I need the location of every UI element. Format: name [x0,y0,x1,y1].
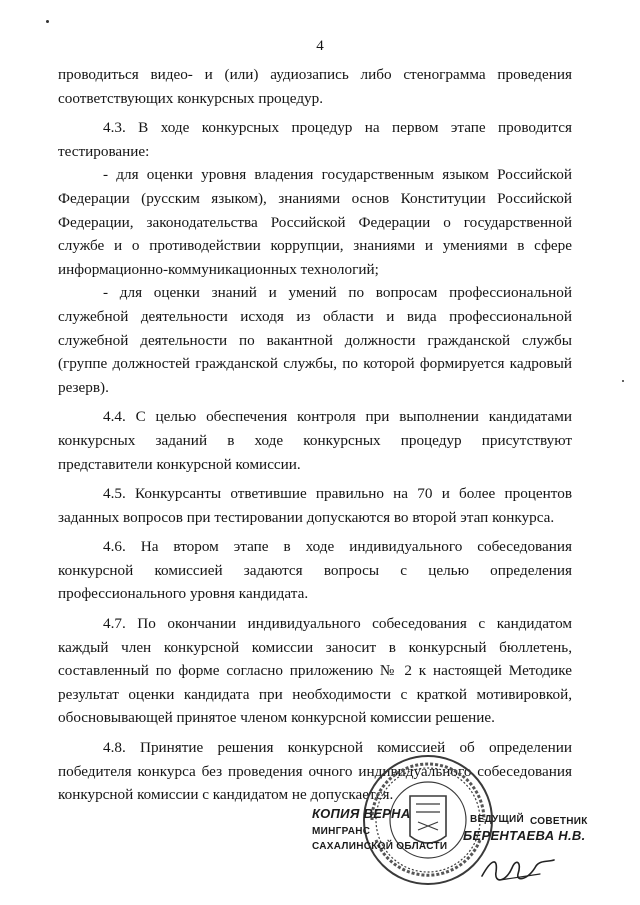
paragraph-4-8: 4.8. Принятие решения конкурсной комиссией об определении победителя конкурса без проведения очного индивидуального собеседования конкурсной комиссии с кандидатом не допускается. [58,739,572,804]
position-advisor-label: СОВЕТНИК [530,816,588,827]
certification-stamp [300,760,630,900]
paragraph-4-7: 4.7. По окончании индивидуального собеседования с кандидатом каждый член конкурсной комиссии заносит в конкурсный бюллетень, составленный по форме согласно приложению № 2 к настоящей Методике результат оценки кандидата при необходимости с краткой мотивировкой, обосновывающей принятое членом конкурсной комиссии решение. [58,615,572,727]
paragraph-continuation: проводиться видео- и (или) аудиозапись либо стенограмма проведения соответствующих конкурсных процедур. [58,66,572,107]
ministry-label: МИНГРАНС [312,826,371,837]
paragraph-4-4: 4.4. С целью обеспечения контроля при выполнении кандидатами конкурсных заданий в ходе конкурсных процедур присутствуют представители конкурсной комиссии. [58,408,572,473]
region-label: САХАЛИНСКОЙ ОБЛАСТИ [312,841,448,852]
position-leading-label: ВЕДУЩИЙ [470,814,525,825]
scan-speck [46,20,49,23]
document-body [58,63,572,807]
paragraph-bullet-2: - для оценки знаний и умений по вопросам профессиональной служебной деятельности исходя из области и вида профессиональной служебной деятельности по вакантной должности гражданской службы (группе должностей гражданской службы, по которой формируется кадровый резерв). [58,284,572,396]
paragraph-4-5: 4.5. Конкурсанты ответившие правильно на 70 и более процентов заданных вопросов при тестировании допускаются во второй этап конкурса. [58,485,572,526]
copy-certified-label: КОПИЯ ВЕРНА [312,806,411,821]
signature-icon [478,852,558,888]
paragraph-bullet-1: - для оценки уровня владения государственным языком Российской Федерации (русским языком), знаниями основ Конституции Российской Федерации, законодательства Российской Федерации о государственной службе и о противодействии коррупции, знаниями и умениями в сфере информационно-коммуникационных технологий; [58,166,572,278]
paragraph-4-6: 4.6. На втором этапе в ходе индивидуального собеседования конкурсной комиссией задаются вопросы с целью определения профессионального уровня кандидата. [58,538,572,603]
scan-speck [622,380,624,382]
page-number: 4 [316,38,324,54]
paragraph-4-3: 4.3. В ходе конкурсных процедур на первом этапе проводится тестирование: [58,119,572,160]
signatory-name: БЕРЕНТАЕВА Н.В. [463,828,586,843]
